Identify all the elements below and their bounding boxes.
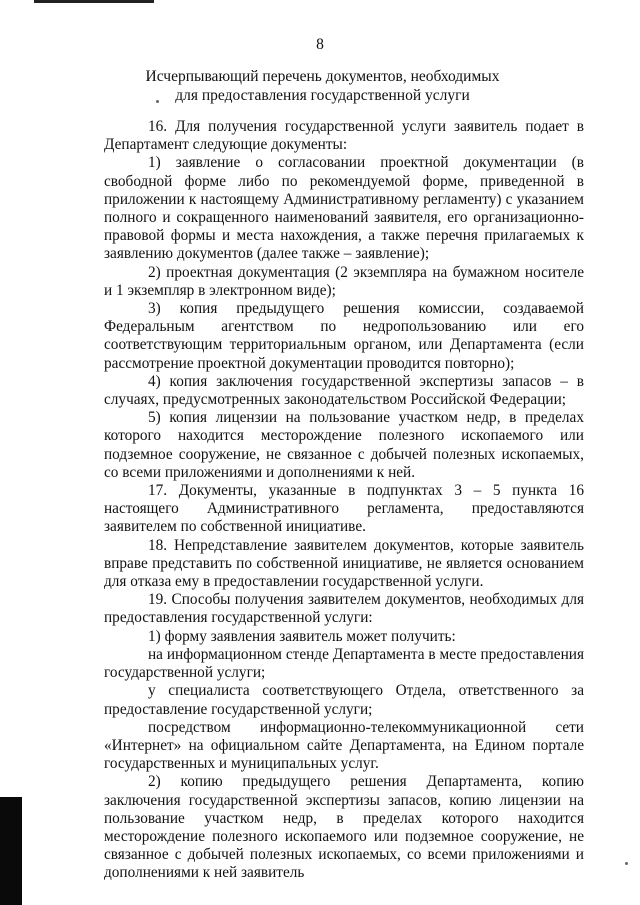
paragraph-17: 17. Документы, указанные в подпунктах 3 – 5 пункта 16 настоящего Административного регламента, предоставляются заявителем по собственной инициативе.	[104, 482, 584, 536]
document-body	[104, 118, 584, 883]
paragraph-16-item-1: 1) заявление о согласовании проектной документации (в свободной форме либо по рекомендуемой форме, приведенной в приложении к настоящему Административному регламенту) с указанием полного и сокращенного наименований заявителя, его организационно-правовой формы и места нахождения, а также перечня прилагаемых к заявлению документов (далее также – заявление);	[104, 154, 584, 263]
top-edge-rule	[34, 0, 154, 3]
paragraph-16-item-3: 3) копия предыдущего решения комиссии, создаваемой Федеральным агентством по недропользованию или его соответствующим территориальным органом, или Департамента (если рассмотрение проектной документации проводится повторно);	[104, 300, 584, 372]
paragraph-16-item-5: 5) копия лицензии на пользование участком недр, в пределах которого находится месторождение полезного ископаемого или подземное сооружение, не связанное с добычей полезных ископаемых, со всеми приложениями и дополнениями к ней.	[104, 409, 584, 481]
scan-speck	[625, 862, 628, 865]
heading-line: Исчерпывающий перечень документов, необходимых	[145, 68, 500, 85]
paragraph-19-item-1: 1) форму заявления заявитель может получить:	[148, 627, 456, 645]
paragraph-16-item-4: 4) копия заключения государственной экспертизы запасов – в случаях, предусмотренных законодательством Российской Федерации;	[104, 372, 584, 409]
paragraph-19-item-2: 2) копию предыдущего решения Департамента, копию заключения государственной экспертизы запасов, копию лицензии на пользование участком недр, в пределах которого находится месторождение полезного ископаемого или подземное сооружение, не связанное с добычей полезных ископаемых, со всеми приложениями и дополнениями к ней заявитель	[104, 773, 584, 882]
scan-edge-bar	[0, 797, 22, 905]
paragraph-19-option: у специалиста соответствующего Отдела, ответственного за предоставление государственной услуги;	[104, 682, 584, 718]
paragraph-19-option: посредством информационно-телекоммуникационной сети «Интернет» на официальном сайте Департамента, на Едином портале государственных и муниципальных услуг.	[104, 718, 584, 773]
page-number: 8	[316, 36, 324, 53]
section-heading	[80, 67, 565, 105]
paragraph-16-item-2: 2) проектная документация (2 экземпляра на бумажном носителе и 1 экземпляр в электронном виде);	[104, 263, 584, 299]
paragraph-18: 18. Непредставление заявителем документов, которые заявитель вправе представить по собственной инициативе, не является основанием для отказа ему в предоставлении государственной услуги.	[104, 536, 584, 591]
paragraph-19-option: на информационном стенде Департамента в месте предоставления государственной услуги;	[104, 645, 584, 682]
paragraph-19: 19. Способы получения заявителем документов, необходимых для предоставления государственной услуги:	[104, 591, 584, 627]
heading-line: для предоставления государственной услуги	[175, 87, 470, 104]
paragraph-16: 16. Для получения государственной услуги заявитель подает в Департамент следующие документы:	[104, 118, 584, 154]
